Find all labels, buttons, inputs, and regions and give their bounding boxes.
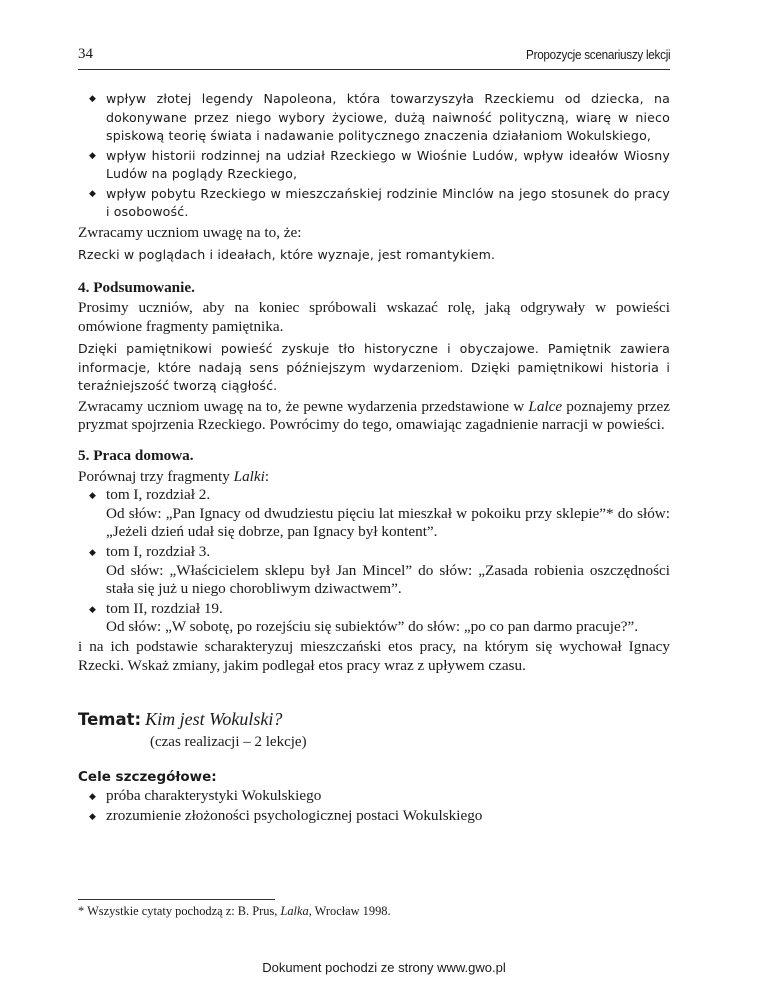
page-content (78, 90, 670, 826)
intro-bullet-list (78, 90, 670, 222)
running-title: Propozycje scenariuszy lekcji (525, 47, 670, 62)
diamond-bullet-icon: ◆ (89, 791, 96, 802)
diamond-bullet-icon: ◆ (89, 810, 96, 821)
header-rule (78, 69, 670, 70)
objectives-list (78, 787, 670, 825)
attention-statement: Rzecki w poglądach i ideałach, które wyznaje, jest romantykiem. (78, 247, 496, 263)
homework-closing: i na ich podstawie scharakteryzuj mieszczański etos pracy, na którym się wychował Ignacy Rzecki. Wskaż zmiany, jakim podlegał etos pracy wraz z upływem czasu. (78, 638, 670, 674)
section-4-paragraph-1: Prosimy uczniów, aby na koniec spróbowali wskazać rolę, jaką odgrywały w powieści omówione fragmenty pamiętnika. (78, 299, 670, 335)
list-item: ◆ tom I, rozdział 2. Od słów: „Pan Ignacy od dwudziestu pięciu lat mieszkał w pokoiku przy sklepie”* do słów: „Jeżeli dzień udał się dobrze, pan Ignacy był kontent”. (89, 486, 670, 541)
list-item: ◆ wpływ złotej legendy Napoleona, która towarzyszyła Rzeckiemu od dziecka, na dokonywane przez niego wybory życiowe, dużą naiwność polityczną, wiarę w nieco spiskową teorię świata i nadawanie politycznego znaczenia działaniom Wokulskiego, (89, 91, 670, 143)
list-item: ◆ próba charakterystyki Wokulskiego (89, 787, 322, 805)
diamond-bullet-icon: ◆ (89, 603, 96, 614)
diamond-bullet-icon: ◆ (89, 547, 96, 558)
page-number: 34 (78, 46, 93, 62)
homework-intro: Porównaj trzy fragmenty Lalki: (78, 467, 270, 485)
objectives-title: Cele szczegółowe: (78, 769, 217, 786)
list-item: ◆ tom I, rozdział 3. Od słów: „Właścicielem sklepu był Jan Mincel” do słów: „Zasada robienia oszczędności stała się już u niego chorobliwym dziwactwem”. (89, 543, 670, 598)
topic-label: Temat: (78, 710, 142, 730)
section-4-title: 4. Podsumowanie. (78, 278, 195, 296)
list-item: ◆ tom II, rozdział 19. Od słów: „W sobotę, po rozejściu się subiektów” do słów: „po co pan darmo pracuje?”. (89, 599, 638, 636)
source-note: Dokument pochodzi ze strony www.gwo.pl (262, 960, 506, 975)
diamond-bullet-icon: ◆ (89, 490, 96, 501)
page-header (78, 46, 670, 70)
section-5-title: 5. Praca domowa. (78, 447, 194, 465)
list-item: ◆ zrozumienie złożoności psychologicznej postaci Wokulskiego (89, 806, 483, 824)
diamond-bullet-icon: ◆ (89, 94, 97, 104)
lesson-topic (78, 709, 670, 751)
list-item: ◆ wpływ historii rodzinnej na udział Rzeckiego w Wiośnie Ludów, wpływ ideałów Wiosny Ludów na poglądy Rzeckiego, (89, 147, 670, 181)
footnote-rule (78, 899, 275, 900)
homework-fragment-list (78, 486, 670, 637)
list-item: ◆ wpływ pobytu Rzeckiego w mieszczańskiej rodzinie Minclów na jego stosunek do pracy i osobowość. (89, 185, 670, 219)
topic-duration: (czas realizacji – 2 lekcje) (150, 734, 307, 751)
diamond-bullet-icon: ◆ (89, 188, 97, 199)
topic-title: Kim jest Wokulski? (145, 709, 283, 730)
diamond-bullet-icon: ◆ (89, 150, 97, 161)
footnote: * Wszystkie cytaty pochodzą z: B. Prus, Lalka, Wrocław 1998. (78, 904, 391, 918)
section-4-paragraph-2: Dzięki pamiętnikowi powieść zyskuje tło historyczne i obyczajowe. Pamiętnik zawiera informacje, które nadają sens późniejszym wydarzeniom. Dzięki pamiętnikowi historia i teraźniejszość tworzą ciągłość. (78, 341, 670, 394)
attention-intro: Zwracamy uczniom uwagę na to, że: (78, 223, 302, 241)
section-4-paragraph-3: Zwracamy uczniom uwagę na to, że pewne wydarzenia przedstawione w Lalce poznajemy przez pryzmat spojrzenia Rzeckiego. Powrócimy do tego, omawiając zagadnienie narracji w powieści. (78, 397, 670, 434)
